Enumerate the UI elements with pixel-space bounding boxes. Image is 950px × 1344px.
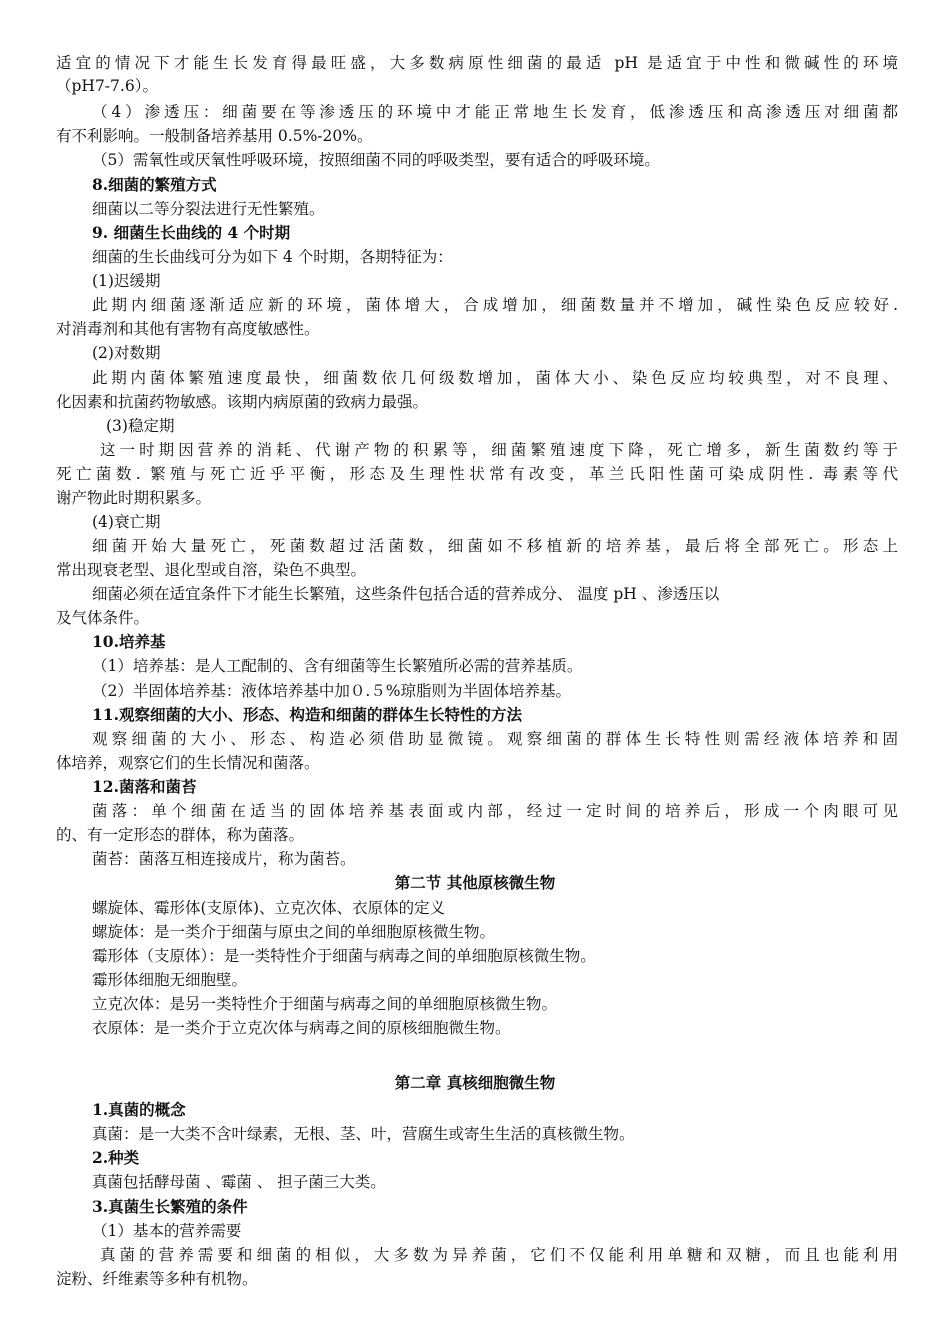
text-line: 真菌的营养需要和细菌的相似，大多数为异养菌，它们不仅能利用单糖和双糖，而且也能利用 <box>100 1246 898 1264</box>
text-line: 细菌必须在适宜条件下才能生长繁殖，这些条件包括合适的营养成分、 温度 pH 、渗透压以 <box>92 585 720 603</box>
text-line: 此期内菌体繁殖速度最快，细菌数依几何级数增加，菌体大小、染色反应均较典型，对不良理、 <box>92 369 898 387</box>
text-line: 对消毒剂和其他有害物有高度敏感性。 <box>56 320 320 338</box>
text-line: 细菌以二等分裂法进行无性繁殖。 <box>92 200 325 218</box>
text-line: 死亡菌数. 繁殖与死亡近乎平衡，形态及生理性状常有改变，革兰氏阳性菌可染成阴性. 毒素等代 <box>56 465 898 483</box>
section-heading: 2.种类 <box>92 1148 140 1167</box>
text-line: (1)迟缓期 <box>92 272 161 290</box>
text-line: （2）半固体培养基：液体培养基中加０.５%琼脂则为半固体培养基。 <box>92 682 572 700</box>
text-line: （pH7-7.6）。 <box>56 77 158 95</box>
text-line: 细菌的生长曲线可分为如下 4 个时期，各期特征为： <box>92 248 453 266</box>
text-line: (3)稳定期 <box>106 417 175 435</box>
text-line: 化因素和抗菌药物敏感。该期内病原菌的致病力最强。 <box>56 393 429 411</box>
text-line: （1）基本的营养需要 <box>92 1222 242 1240</box>
text-line: （5）需氧性或厌氧性呼吸环境，按照细菌不同的呼吸类型，要有适合的呼吸环境。 <box>92 151 660 169</box>
section-heading: 9. 细菌生长曲线的 4 个时期 <box>92 223 291 242</box>
text-line: 这一时期因营养的消耗、代谢产物的积累等，细菌繁殖速度下降，死亡增多，新生菌数约等于 <box>100 441 898 459</box>
text-line: （1）培养基：是人工配制的、含有细菌等生长繁殖所必需的营养基质。 <box>92 657 583 675</box>
section-title: 第二节 其他原核微生物 <box>394 873 556 892</box>
text-line: 适宜的情况下才能生长发育得最旺盛，大多数病原性细菌的最适 pH 是适宜于中性和微碱性的环境 <box>56 54 898 72</box>
text-line: 霉形体（支原体）：是一类特性介于细菌与病毒之间的单细胞原核微生物。 <box>92 947 596 965</box>
text-line: (4)衰亡期 <box>92 513 161 531</box>
section-heading: 12.菌落和菌苔 <box>92 777 197 796</box>
section-heading: 3.真菌生长繁殖的条件 <box>92 1197 248 1216</box>
text-line: 此期内细菌逐渐适应新的环境，菌体增大，合成增加，细菌数量并不增加，碱性染色反应较好. <box>92 296 898 314</box>
text-line: 菌落：单个细菌在适当的固体培养基表面或内部，经过一定时间的培养后，形成一个肉眼可见 <box>92 802 898 820</box>
section-heading: 11.观察细菌的大小、形态、构造和细菌的群体生长特性的方法 <box>92 705 522 724</box>
text-line: 有不利影响。一般制备培养基用 0.5%-20%。 <box>56 127 373 145</box>
text-line: （4）渗透压：细菌要在等渗透压的环境中才能正常地生长发育，低渗透压和高渗透压对细菌都 <box>92 103 898 121</box>
section-heading: 1.真菌的概念 <box>92 1100 186 1119</box>
section-heading: 10.培养基 <box>92 632 166 651</box>
text-line: 真菌包括酵母菌 、霉菌 、 担子菌三大类。 <box>92 1173 386 1191</box>
text-line: 及气体条件。 <box>56 609 150 627</box>
section-heading: 8.细菌的繁殖方式 <box>92 175 217 194</box>
chapter-title: 第二章 真核细胞微生物 <box>394 1073 556 1092</box>
text-line: 谢产物此时期积累多。 <box>56 489 212 507</box>
text-line: 霉形体细胞无细胞壁。 <box>92 971 248 989</box>
text-line: 螺旋体、霉形体(支原体)、立克次体、衣原体的定义 <box>92 899 446 917</box>
text-line: 常出现衰老型、退化型或自溶，染色不典型。 <box>56 561 367 579</box>
text-line: 淀粉、纤维素等多种有机物。 <box>56 1270 258 1288</box>
text-line: 菌苔：菌落互相连接成片，称为菌苔。 <box>92 850 356 868</box>
text-line: 真菌：是一大类不含叶绿素，无根、茎、叶，营腐生或寄生生活的真核微生物。 <box>92 1125 635 1143</box>
text-line: 衣原体：是一类介于立克次体与病毒之间的原核细胞微生物。 <box>92 1019 511 1037</box>
text-line: 螺旋体：是一类介于细菌与原虫之间的单细胞原核微生物。 <box>92 923 496 941</box>
text-line: 的、有一定形态的群体，称为菌落。 <box>56 826 305 844</box>
text-line: 体培养，观察它们的生长情况和菌落。 <box>56 754 320 772</box>
text-line: 立克次体：是另一类特性介于细菌与病毒之间的单细胞原核微生物。 <box>92 995 558 1013</box>
text-line: 细菌开始大量死亡，死菌数超过活菌数，细菌如不移植新的培养基，最后将全部死亡。形态上 <box>92 537 898 555</box>
text-line: 观察细菌的大小、形态、构造必须借助显微镜。观察细菌的群体生长特性则需经液体培养和固 <box>92 730 898 748</box>
text-line: (2)对数期 <box>92 344 161 362</box>
